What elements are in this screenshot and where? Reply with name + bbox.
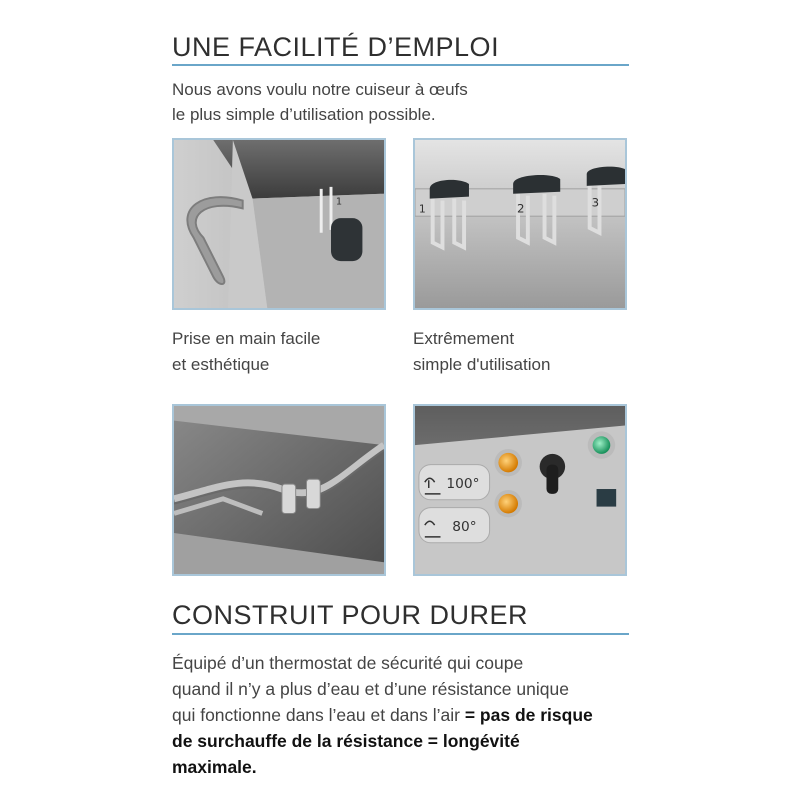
heating-element-photo — [172, 404, 386, 576]
hook-label: 2 — [517, 201, 525, 216]
control-panel-photo — [413, 404, 627, 576]
hook-label: 3 — [591, 195, 600, 210]
bold-highlight: de surchauffe de la résistance = longévité — [172, 731, 520, 751]
temp-100-label: 100° — [446, 476, 480, 493]
svg-text:1: 1 — [335, 196, 343, 208]
title-underline — [172, 64, 629, 66]
temp-80-label: 80° — [452, 519, 477, 536]
caption-line: et esthétique — [172, 355, 270, 374]
caption-line: Prise en main facile — [172, 329, 321, 348]
hook-label: 1 — [418, 202, 426, 216]
intro-line: le plus simple d’utilisation possible. — [172, 105, 436, 124]
caption-line: Extrêmement — [413, 329, 515, 348]
durability-paragraph — [172, 650, 593, 780]
hooks-caption — [413, 326, 550, 378]
handle-caption — [172, 326, 320, 378]
intro-line: Nous avons voulu notre cuiseur à œufs — [172, 80, 468, 99]
handle-photo — [172, 138, 386, 310]
body-line: quand il n’y a plus d’eau et d’une résistance unique — [172, 679, 569, 699]
bold-highlight: = pas de risque — [464, 705, 593, 725]
hooks-photo — [413, 138, 627, 310]
title-underline — [172, 633, 629, 635]
caption-line: simple d'utilisation — [413, 355, 551, 374]
section-title-ease-of-use: UNE FACILITÉ D’EMPLOI — [172, 32, 500, 62]
body-line: Équipé d’un thermostat de sécurité qui coupe — [172, 653, 524, 673]
body-text: qui fonctionne dans l’eau et dans l’air — [172, 705, 465, 725]
intro-paragraph — [172, 77, 468, 127]
section-title-built-to-last: CONSTRUIT POUR DURER — [172, 600, 529, 630]
body-line — [172, 702, 593, 728]
bold-highlight: maximale. — [172, 757, 257, 777]
